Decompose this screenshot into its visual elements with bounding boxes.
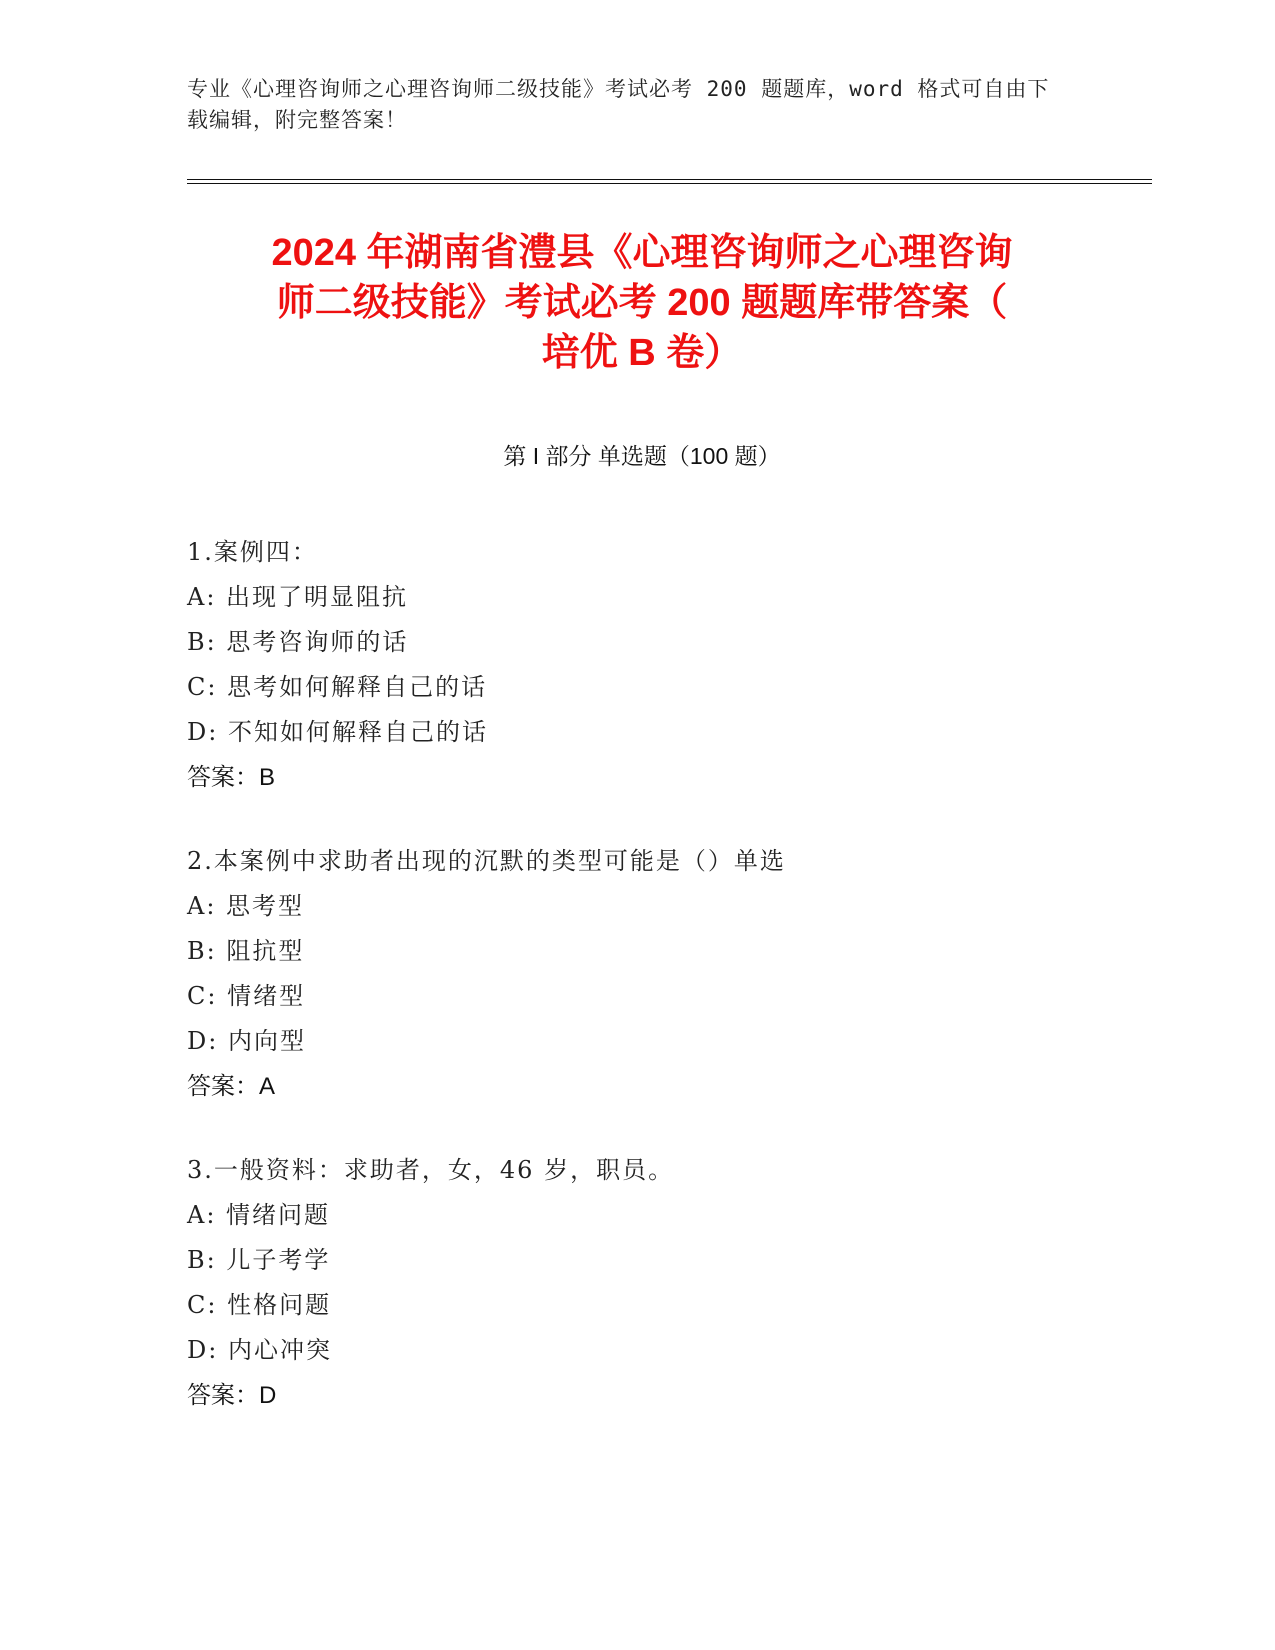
title-line: 培优 B 卷） <box>541 332 743 374</box>
answer-line: 答案：D <box>187 1382 277 1409</box>
question-item <box>187 1148 1067 1418</box>
title-line: 师二级技能》考试必考 200 题题库带答案（ <box>276 282 1008 324</box>
option-a: A: 情绪问题 <box>187 1201 331 1229</box>
divider-line <box>187 179 1152 180</box>
option-c: C: 性格问题 <box>187 1291 332 1319</box>
answer-line: 答案：A <box>187 1073 276 1100</box>
question-stem: 1.案例四： <box>187 538 318 566</box>
option-a: A: 出现了明显阻抗 <box>187 583 409 611</box>
title-line: 2024 年湖南省澧县《心理咨询师之心理咨询 <box>271 232 1013 274</box>
divider-line <box>187 183 1152 184</box>
document-title <box>187 228 1097 378</box>
option-d: D: 不知如何解释自己的话 <box>187 718 488 746</box>
option-b: B: 思考咨询师的话 <box>187 628 409 656</box>
answer-line: 答案：B <box>187 764 276 791</box>
option-d: D: 内向型 <box>187 1027 306 1055</box>
option-c: C: 情绪型 <box>187 982 306 1010</box>
question-stem: 2.本案例中求助者出现的沉默的类型可能是（）单选 <box>187 847 786 875</box>
option-a: A: 思考型 <box>187 892 305 920</box>
intro-text: 专业《心理咨询师之心理咨询师二级技能》考试必考 200 题题库，word 格式可自由下载编辑，附完整答案！ <box>187 77 1050 132</box>
option-d: D: 内心冲突 <box>187 1336 332 1364</box>
section-heading: 第 I 部分 单选题（100 题） <box>503 443 781 469</box>
option-b: B: 阻抗型 <box>187 937 305 965</box>
question-item <box>187 839 1067 1109</box>
question-list <box>187 530 1067 1457</box>
option-c: C: 思考如何解释自己的话 <box>187 673 488 701</box>
question-stem: 3.一般资料：求助者，女，46 岁，职员。 <box>187 1156 675 1184</box>
option-b: B: 儿子考学 <box>187 1246 331 1274</box>
question-item <box>187 530 1067 800</box>
